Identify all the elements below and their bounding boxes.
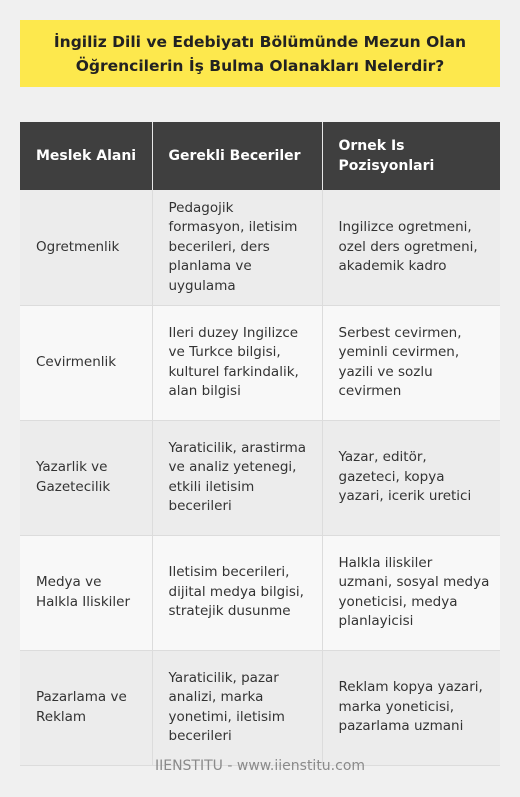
- table-row: [20, 535, 500, 650]
- skills-cell: Ileri duzey Ingilizce ve Turkce bilgisi, kulturel farkindalik, alan bilgisi: [152, 305, 322, 420]
- positions-cell: Reklam kopya yazari, marka yoneticisi, pazarlama uzmani: [322, 650, 500, 765]
- field-cell: Ogretmenlik: [20, 190, 152, 305]
- careers-table: [20, 122, 500, 766]
- skills-cell: Pedagojik formasyon, iletisim becerileri, ders planlama ve uygulama: [152, 190, 322, 305]
- positions-cell: Ingilizce ogretmeni, ozel ders ogretmeni, akademik kadro: [322, 190, 500, 305]
- table-row: [20, 650, 500, 765]
- header-ornek-is-pozisyonlari: Ornek Is Pozisyonlari: [322, 122, 500, 190]
- table-row: [20, 190, 500, 305]
- title-banner: [20, 20, 500, 87]
- field-cell: Pazarlama ve Reklam: [20, 650, 152, 765]
- field-cell: Cevirmenlik: [20, 305, 152, 420]
- skills-cell: Iletisim becerileri, dijital medya bilgisi, stratejik dusunme: [152, 535, 322, 650]
- table-header-row: [20, 122, 500, 190]
- positions-cell: Yazar, editör, gazeteci, kopya yazari, icerik uretici: [322, 420, 500, 535]
- positions-cell: Halkla iliskiler uzmani, sosyal medya yoneticisi, medya planlayicisi: [322, 535, 500, 650]
- skills-cell: Yaraticilik, arastirma ve analiz yetenegi, etkili iletisim becerileri: [152, 420, 322, 535]
- header-meslek-alani: Meslek Alani: [20, 122, 152, 190]
- page-title: İngiliz Dili ve Edebiyatı Bölümünde Mezun Olan Öğrencilerin İş Bulma Olanakları Nelerdir?: [53, 32, 467, 75]
- skills-cell: Yaraticilik, pazar analizi, marka yonetimi, iletisim becerileri: [152, 650, 322, 765]
- header-gerekli-beceriler: Gerekli Beceriler: [152, 122, 322, 190]
- positions-cell: Serbest cevirmen, yeminli cevirmen, yazili ve sozlu cevirmen: [322, 305, 500, 420]
- field-cell: Medya ve Halkla Iliskiler: [20, 535, 152, 650]
- table-row: [20, 305, 500, 420]
- table-row: [20, 420, 500, 535]
- field-cell: Yazarlik ve Gazetecilik: [20, 420, 152, 535]
- footer-credit: IIENSTITU - www.iienstitu.com: [154, 758, 366, 774]
